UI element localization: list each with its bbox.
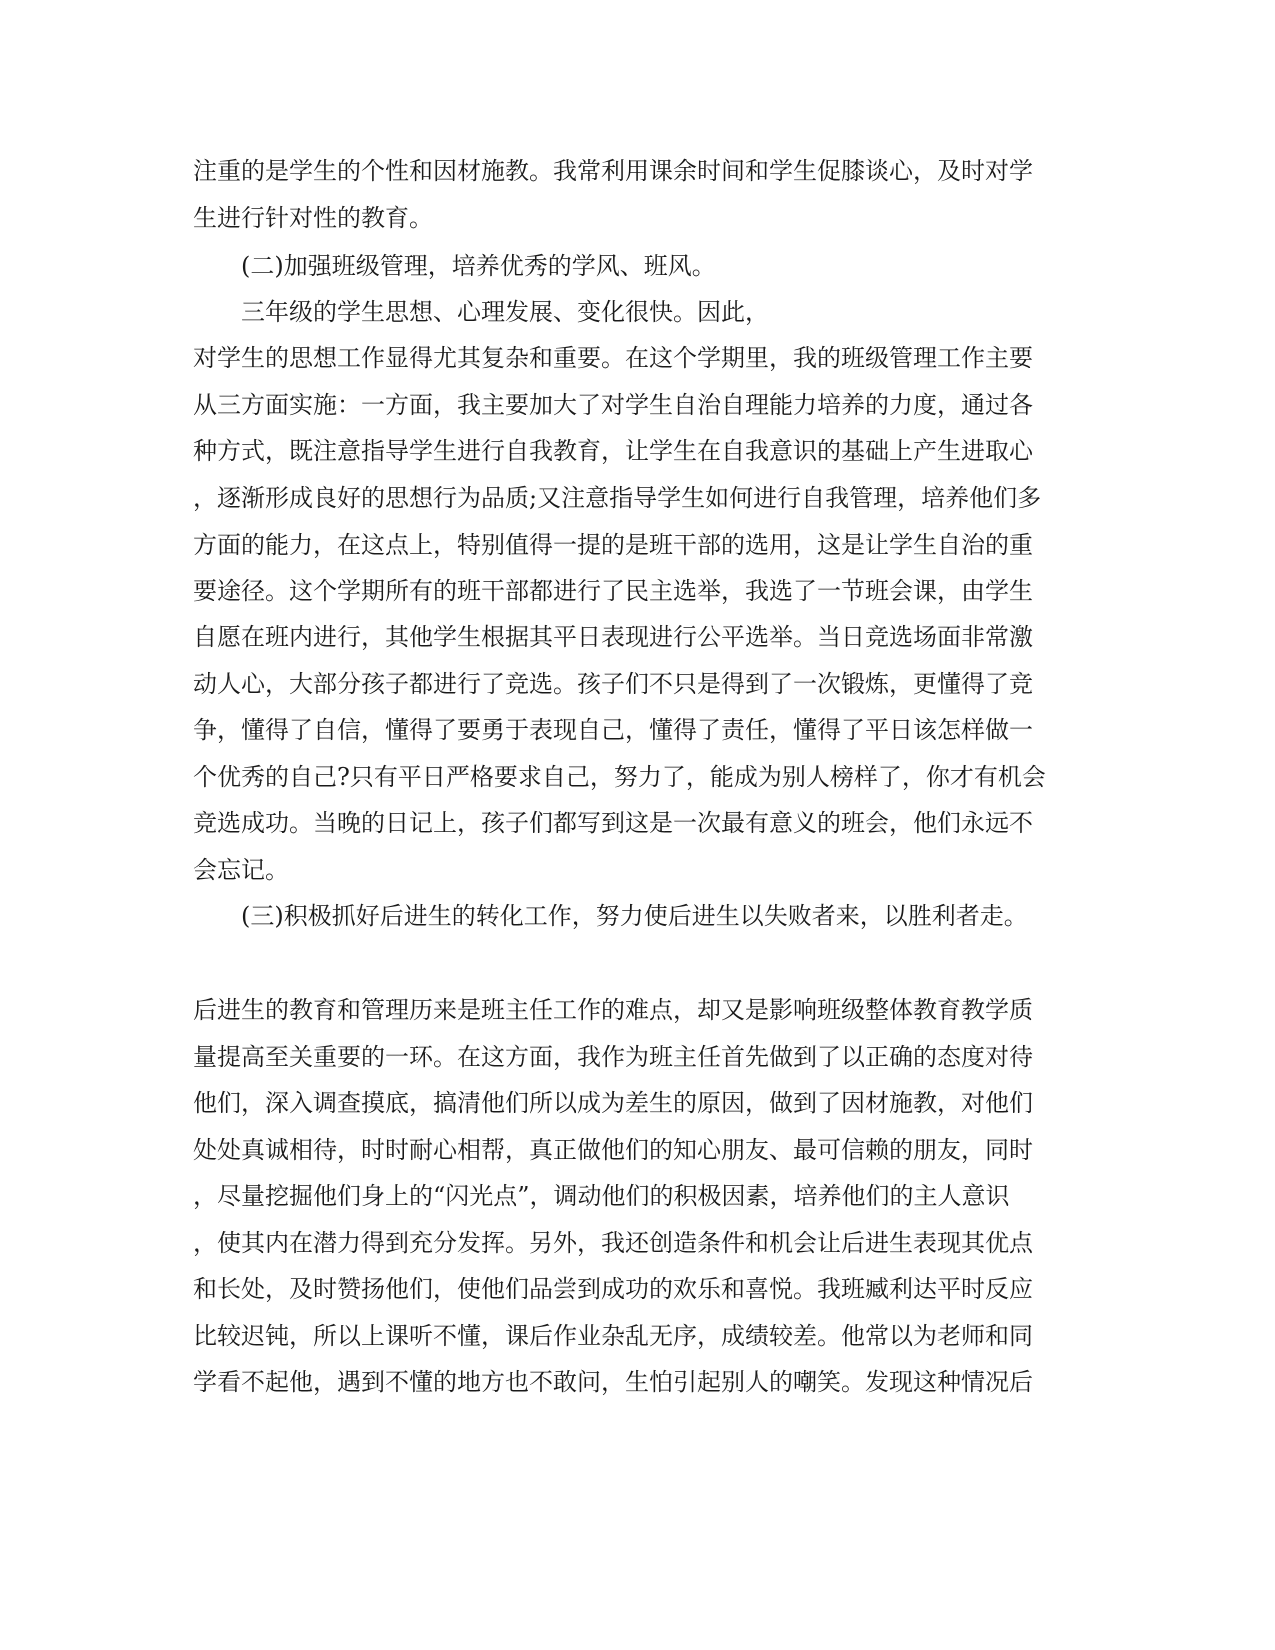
- text-line: 后进生的教育和管理历来是班主任工作的难点，却又是影响班级整体教育教学质: [193, 996, 1033, 1024]
- text-line: 生进行针对性的教育。: [193, 204, 433, 232]
- text-line: 他们，深入调查摸底，搞清他们所以成为差生的原因，做到了因材施教，对他们: [193, 1089, 1033, 1117]
- text-line: 要途径。这个学期所有的班干部都进行了民主选举，我选了一节班会课，由学生: [193, 577, 1033, 605]
- text-line: 处处真诚相待，时时耐心相帮，真正做他们的知心朋友、最可信赖的朋友，同时: [193, 1136, 1033, 1164]
- text-line: 方面的能力，在这点上，特别值得一提的是班干部的选用，这是让学生自治的重: [193, 531, 1033, 559]
- text-line: 比较迟钝，所以上课听不懂，课后作业杂乱无序，成绩较差。他常以为老师和同: [193, 1322, 1033, 1350]
- text-line: 量提高至关重要的一环。在这方面，我作为班主任首先做到了以正确的态度对待: [193, 1043, 1033, 1071]
- text-line: 注重的是学生的个性和因材施教。我常利用课余时间和学生促膝谈心，及时对学: [193, 157, 1033, 185]
- text-line: 和长处，及时赞扬他们，使他们品尝到成功的欢乐和喜悦。我班臧利达平时反应: [193, 1275, 1033, 1303]
- text-line: 个优秀的自己?只有平日严格要求自己，努力了，能成为别人榜样了，你才有机会: [193, 763, 1046, 791]
- text-line: 从三方面实施：一方面，我主要加大了对学生自治自理能力培养的力度，通过各: [193, 391, 1033, 419]
- text-line: 会忘记。: [193, 856, 289, 884]
- text-line: 对学生的思想工作显得尤其复杂和重要。在这个学期里，我的班级管理工作主要: [193, 344, 1033, 372]
- text-line: 动人心，大部分孩子都进行了竞选。孩子们不只是得到了一次锻炼，更懂得了竞: [193, 670, 1033, 698]
- text-line: 学看不起他，遇到不懂的地方也不敢问，生怕引起别人的嘲笑。发现这种情况后: [193, 1368, 1033, 1396]
- section-heading: (二)加强班级管理，培养优秀的学风、班风。: [241, 252, 716, 280]
- text-line: ，使其内在潜力得到充分发挥。另外，我还创造条件和机会让后进生表现其优点: [193, 1229, 1033, 1257]
- text-line: 自愿在班内进行，其他学生根据其平日表现进行公平选举。当日竞选场面非常激: [193, 623, 1033, 651]
- section-heading: (三)积极抓好后进生的转化工作，努力使后进生以失败者来，以胜利者走。: [241, 902, 1028, 930]
- text-line: ，逐渐形成良好的思想行为品质;又注意指导学生如何进行自我管理，培养他们多: [193, 484, 1042, 512]
- text-line: 竞选成功。当晚的日记上，孩子们都写到这是一次最有意义的班会，他们永远不: [193, 809, 1033, 837]
- text-line: 争，懂得了自信，懂得了要勇于表现自己，懂得了责任，懂得了平日该怎样做一: [193, 716, 1033, 744]
- text-line: 种方式，既注意指导学生进行自我教育，让学生在自我意识的基础上产生进取心: [193, 437, 1033, 465]
- text-line: ，尽量挖掘他们身上的“闪光点”，调动他们的积极因素，培养他们的主人意识: [193, 1182, 1010, 1210]
- text-line: 三年级的学生思想、心理发展、变化很快。因此，: [241, 298, 769, 326]
